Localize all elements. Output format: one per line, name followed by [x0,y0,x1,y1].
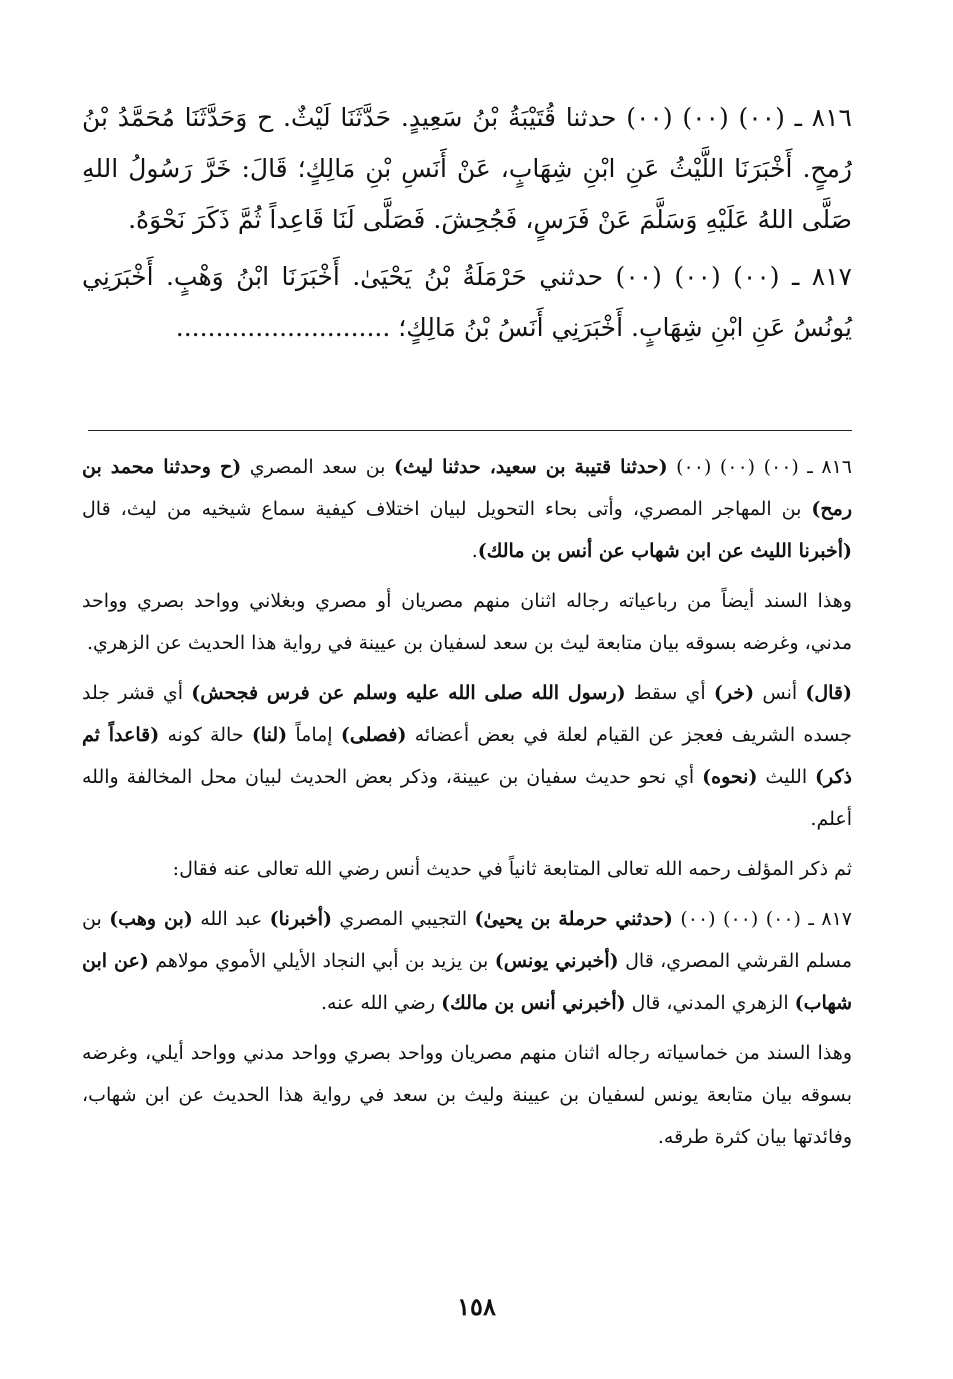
transition-note: ثم ذكر المؤلف رحمه الله تعالى المتابعة ثانياً في حديث أنس رضي الله تعالى عنه فقال: [172,858,852,880]
commentary-text: ٨١٦ ـ (٠٠) (٠٠) (٠٠) [667,456,852,478]
commentary-bold: (فصلى) [340,724,407,746]
commentary-816 [82,446,852,572]
hadith-816: ٨١٦ ـ (٠٠) (٠٠) (٠٠) حدثنا قُتَيْبَةُ بْنُ سَعِيدٍ. حَدَّثَنَا لَيْثٌ. ح وَحَدَّثَنَا مُحَمَّدُ بْنُ رُمحٍ. أَخْبَرَنَا اللَّيْثُ عَنِ ابْنِ شِهَابٍ، عَنْ أَنَسِ بْنِ مَالِكٍ؛ قَالَ: خَرَّ رَسُولُ اللهِ صَلَّى اللهُ عَلَيْهِ وَسَلَّمَ عَنْ فَرَسٍ، فَجُحِشَ. فَصَلَّى لَنَا قَاعِداً ثُمَّ ذَكَرَ نَحْوَهُ. [82,103,852,234]
commentary-text: بن يزيد بن أبي النجاد الأيلي الأموي مولاهم [148,950,495,972]
commentary-text: رضي الله عنه. [321,992,442,1014]
isnad-note-816: وهذا السند أيضاً من رباعياته رجاله اثنان منهم مصريان أو مصري وبغلاني وواحد بصري وواحد مدني، وغرضه بسوقه بيان متابعة ليث بن سعد لسفيان بن عيينة في رواية هذا الحديث عن الزهري. [82,590,852,654]
commentary-bold: (عن ابن شهاب) [82,950,852,1014]
commentary-text: بن المهاجر المصري، وأتى بحاء التحويل لبيان اختلاف كيفية سماع شيخيه من ليث، قال [82,498,812,520]
commentary-text: بن مسلم القرشي المصري، قال [82,908,852,972]
hadith-text-block [82,92,852,359]
commentary-text: ٨١٧ ـ (٠٠) (٠٠) (٠٠) [672,908,853,930]
commentary-bold: (أخبرني أنس بن مالك) [441,992,626,1014]
commentary-bold: (رسول الله صلى الله عليه وسلم عن فرس فجحش) [191,682,626,704]
commentary-block [82,446,852,1166]
commentary-text: الزهري المدني، قال [625,992,795,1014]
commentary-text: أي سقط [625,682,714,704]
commentary-text: إماماً [287,724,341,746]
commentary-bold: (لنا) [251,724,288,746]
commentary-bold: (أخبرني يونس) [494,950,619,972]
commentary-text: حالة كونه [159,724,252,746]
commentary-text: الليث [757,766,816,788]
commentary-text: أي قشر جلد جسده الشريف فعجز عن القيام لعلة في بعض أعضائه [82,682,853,746]
commentary-explanation [82,672,852,840]
commentary-text: . [471,540,478,562]
commentary-bold: (قاعداً ثم ذكر) [82,724,853,788]
commentary-text: بن سعد المصري [241,456,394,478]
commentary-text: أي نحو حديث سفيان بن عيينة، وذكر بعض الحديث لبيان محل المخالفة والله أعلم. [82,766,852,830]
commentary-bold: (حدثني حرملة بن يحيىٰ) [474,908,673,930]
commentary-bold: (أخبرنا الليث عن ابن شهاب عن أنس بن مالك) [477,540,852,562]
commentary-bold: (بن وهب) [109,908,193,930]
commentary-bold: (خر) [713,682,755,704]
commentary-bold: (حدثنا قتيبة بن سعيد، حدثنا ليث) [393,456,668,478]
commentary-text: التجيبي المصري [331,908,475,930]
commentary-text: عبد الله [192,908,270,930]
commentary-bold: (قال) [805,682,852,704]
commentary-text: أنس [754,682,806,704]
hadith-817: ٨١٧ ـ (٠٠) (٠٠) (٠٠) حدثني حَرْمَلَةُ بْنُ يَحْيَىٰ. أَخْبَرَنَا ابْنُ وَهْبٍ. أَخْبَرَنِي يُونُسُ عَنِ ابْنِ شِهَابٍ. أَخْبَرَنِي أَنَسُ بْنُ مَالِكٍ؛ ........................... [82,262,852,342]
commentary-817 [82,898,852,1024]
commentary-bold: (ح وحدثنا محمد بن رمح) [82,456,852,520]
commentary-bold: (نحوه) [702,766,758,788]
page-number: ١٥٨ [457,1292,496,1321]
footnote-divider [88,430,852,431]
commentary-bold: (أخبرنا) [269,908,332,930]
isnad-note-817: وهذا السند من خماسياته رجاله اثنان منهم مصريان وواحد بصري وواحد مدني وواحد أيلي، وغرضه بسوقه بيان متابعة يونس لسفيان بن عيينة وليث بن سعد في رواية هذا الحديث عن ابن شهاب، وفائدتها بيان كثرة طرقه. [82,1042,852,1148]
